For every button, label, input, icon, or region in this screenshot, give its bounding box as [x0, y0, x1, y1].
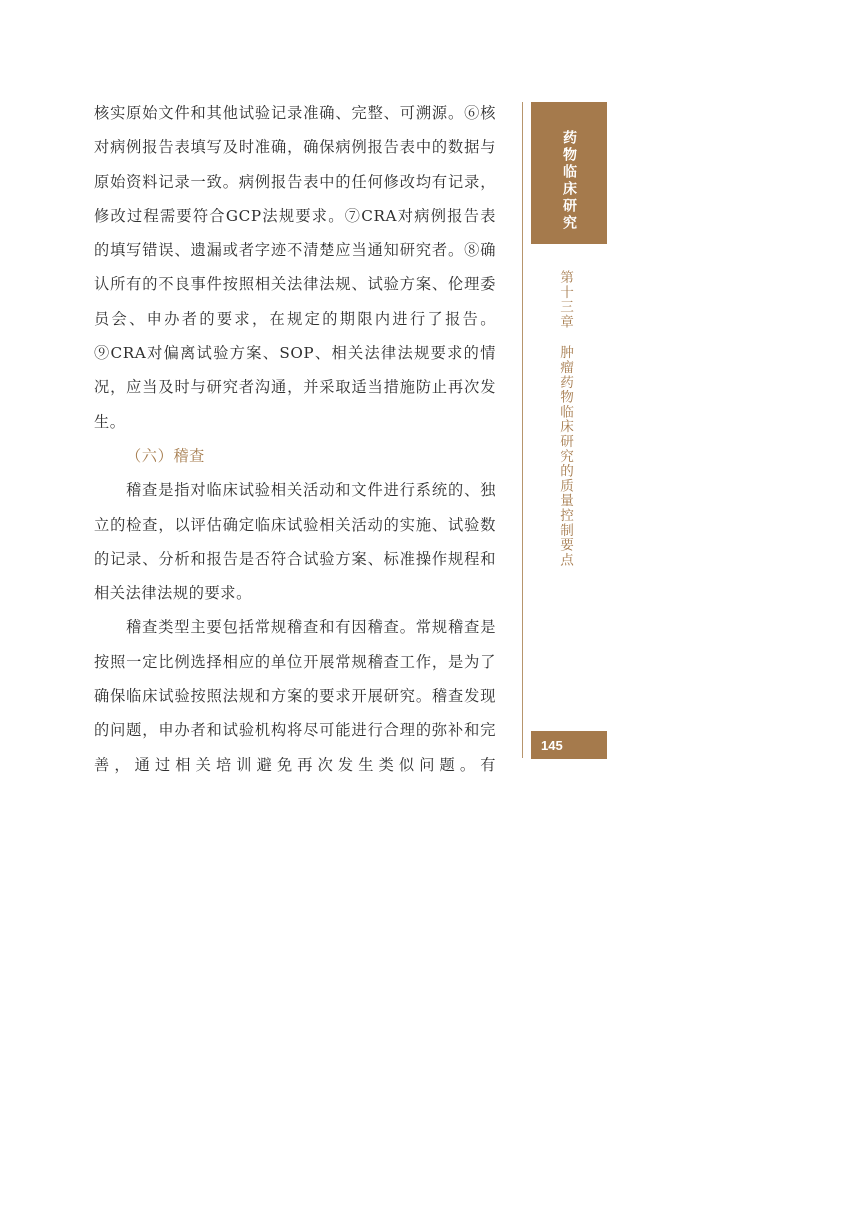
chapter-title: 肿瘤药物临床研究的质量控制要点: [557, 345, 573, 568]
book-title-tab: [531, 102, 607, 244]
paragraph-audit-definition: 稽查是指对临床试验相关活动和文件进行系统的、独立的检查，以评估确定临床试验相关活动的实施、试验数的记录、分析和报告是否符合试验方案、标准操作规程和相关法律法规的要求。: [94, 481, 496, 603]
chapter-label: [553, 270, 575, 567]
chapter-number: 第十三章: [557, 270, 573, 330]
page-number: 145: [541, 737, 563, 753]
paragraph-monitoring-duties: 核实原始文件和其他试验记录准确、完整、可溯源。⑥核对病例报告表填写及时准确，确保病例报告表中的数据与原始资料记录一致。病例报告表中的任何修改均有记录，修改过程需要符合GCP法规要求。⑦CRA对病例报告表的填写错误、遗漏或者字迹不清楚应当通知研究者。⑧确认所有的不良事件按照相关法律法规、试验方案、伦理委员会、申办者的要求，在规定的期限内进行了报告。⑨CRA对偏离试验方案、SOP、相关法律法规要求的情况，应当及时与研究者沟通，并采取适当措施防止再次发生。: [94, 104, 496, 431]
book-title: 药物临床研究: [561, 130, 577, 232]
body-text: [94, 96, 496, 782]
section-heading-audit: （六）稽查: [126, 446, 205, 465]
page-number-box: [531, 731, 607, 759]
paragraph-audit-types: 稽查类型主要包括常规稽查和有因稽查。常规稽查是按照一定比例选择相应的单位开展常规稽查工作，是为了确保临床试验按照法规和方案的要求开展研究。稽查发现的问题，申办者和试验机构将尽可能进行合理的弥补和完善，通过相关培训避免再次发生类似问题。有: [94, 618, 496, 774]
margin-divider-line: [522, 102, 523, 758]
